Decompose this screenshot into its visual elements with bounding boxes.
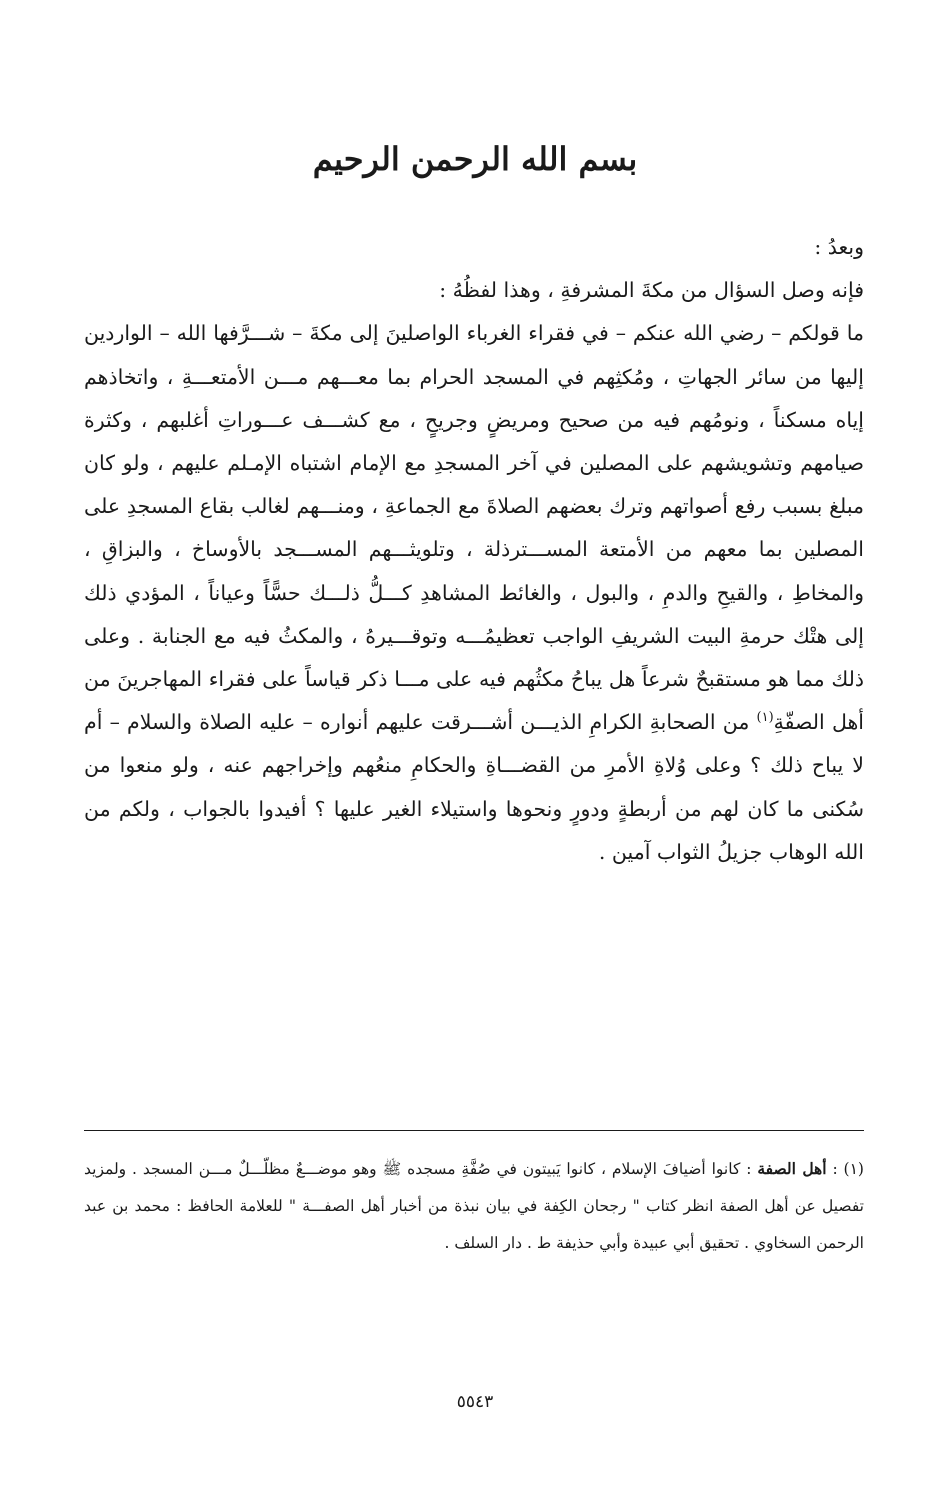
page-title: بسم الله الرحمن الرحيم bbox=[312, 140, 638, 178]
footnote-text: : كانوا أضيافَ الإسلام ، كانوا يَبيتون في صُفَّةِ مسجده ﷺ وهو موضـــعٌ مظلّـــلٌ مـــن المسجد . ولمزيد تفصيل عن أهل الصفة انظر كتاب " رجحان الكِفة في بيان نبذة من أخبار أهل الصفـــة " للعلامة الحافظ : محمد بن عبد الرحمن السخاوي . تحقيق أبي عبيدة وأبي حذيفة ط . دار السلف . bbox=[84, 1160, 864, 1252]
question-paragraph bbox=[84, 312, 864, 874]
page-number: ٥٥٤٣ bbox=[456, 1392, 494, 1412]
footnote-term: أهل الصفة bbox=[757, 1159, 827, 1178]
footnote-number: (١) : bbox=[832, 1160, 864, 1178]
intro-line: فإنه وصل السؤال من مكةَ المشرفةِ ، وهذا لفظُهُ : bbox=[439, 278, 864, 303]
footnote bbox=[84, 1150, 864, 1262]
footnote-divider bbox=[84, 1130, 864, 1131]
main-text bbox=[84, 226, 864, 874]
question-text-part2: من الصحابةِ الكرامِ الذيـــن أشـــرقت عليهم أنواره – عليه الصلاة والسلام – أم لا يباح ذلك ؟ وعلى وُلاةِ الأمرِ من القضـــاةِ والحكامِ منعُهم وإخراجهم عنه ، ولو منعوا من سُكنى ما كان لهم من أربطةٍ ودورٍ ونحوها واستيلاء الغير عليها ؟ أفيدوا بالجواب ، ولكم من الله الوهاب جزيلُ الثواب آمين . bbox=[84, 710, 864, 864]
question-text-part1: ما قولكم – رضي الله عنكم – في فقراء الغرباء الواصلينَ إلى مكةَ – شـــرَّفها الله – الواردين إليها من سائر الجهاتِ ، ومُكثِهم في المسجد الحرام بما معـــهم مـــن الأمتعـــةِ ، واتخاذهم إياه مسكناً ، ونومُهم فيه من صحيح ومريضٍ وجريحٍ ، مع كشـــف عـــوراتِ أغلبهم ، وكثرة صيامهم وتشويشهم على المصلين في آخر المسجدِ مع الإمام اشتباه الإمـلم عليهم ، ولو كان مبلغ بسبب رفع أصواتهم وترك بعضهم الصلاةَ مع الجماعةِ ، ومنـــهم لغالب بقاع المسجدِ على المصلين بما معهم من الأمتعة المســـترذلة ، وتلويثـــهم المســـجد بالأوساخ ، والبزاقِ ، والمخاطِ ، والقيحِ والدمِ ، والبول ، والغائط المشاهدِ كـــلُّ ذلـــك حسًّاً وعياناً ، المؤدي ذلك إلى هتْك حرمةِ البيت الشريفِ الواجب تعظيمُـــه وتوقـــيرهُ ، والمكثُ فيه مع الجنابة . وعلى ذلك مما هو مستقبحٌ شرعاً هل يباحُ مكثُهم فيه على مـــا ذكر قياساً على فقراء المهاجرينَ من أهل الصفّةِ bbox=[84, 321, 864, 735]
opening-line: وبعدُ : bbox=[814, 235, 864, 259]
footnote-reference[interactable]: (١) bbox=[756, 710, 774, 726]
